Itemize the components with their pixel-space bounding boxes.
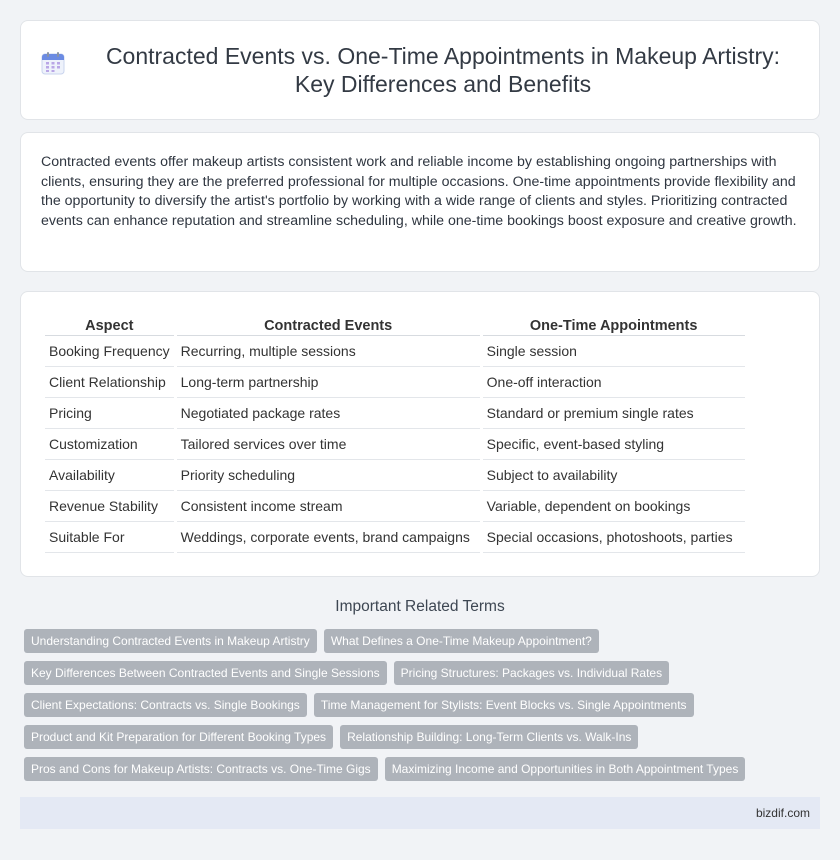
related-term-tag[interactable]: Product and Kit Preparation for Different Booking Types <box>24 725 333 749</box>
table-row <box>45 429 745 460</box>
comparison-table <box>42 314 748 553</box>
comparison-table-card <box>20 291 820 577</box>
footer-bar <box>20 797 820 829</box>
related-term-tag[interactable]: Relationship Building: Long-Term Clients vs. Walk-Ins <box>340 725 638 749</box>
related-term-tag[interactable]: What Defines a One-Time Makeup Appointment? <box>324 629 599 653</box>
table-cell: Suitable For <box>45 522 174 553</box>
related-terms-list <box>24 629 804 781</box>
related-term-tag[interactable]: Maximizing Income and Opportunities in Both Appointment Types <box>385 757 746 781</box>
table-cell: Revenue Stability <box>45 491 174 522</box>
table-cell: Variable, dependent on bookings <box>483 491 745 522</box>
table-header-row <box>45 314 745 336</box>
calendar-icon <box>41 51 65 75</box>
table-cell: Long-term partnership <box>177 367 480 398</box>
table-row <box>45 367 745 398</box>
table-cell: Customization <box>45 429 174 460</box>
column-header-contracted: Contracted Events <box>177 314 480 336</box>
table-cell: Single session <box>483 336 745 367</box>
table-cell: Priority scheduling <box>177 460 480 491</box>
table-row <box>45 336 745 367</box>
intro-paragraph: Contracted events offer makeup artists consistent work and reliable income by establishing ongoing partnerships with clients, ensuring they are the preferred professional for multiple occasions. One-time appointments provide flexibility and the opportunity to diversify the artist's portfolio by working with a wide range of clients and styles. Prioritizing contracted events can enhance reputation and streamline scheduling, while one-time bookings boost exposure and creative growth. <box>41 154 797 229</box>
table-cell: Booking Frequency <box>45 336 174 367</box>
table-cell: Pricing <box>45 398 174 429</box>
header-card <box>20 20 820 120</box>
column-header-one-time: One-Time Appointments <box>483 314 745 336</box>
table-cell: Client Relationship <box>45 367 174 398</box>
table-cell: Negotiated package rates <box>177 398 480 429</box>
table-cell: Availability <box>45 460 174 491</box>
table-cell: Tailored services over time <box>177 429 480 460</box>
related-term-tag[interactable]: Client Expectations: Contracts vs. Single Bookings <box>24 693 307 717</box>
table-cell: Weddings, corporate events, brand campaigns <box>177 522 480 553</box>
column-header-aspect: Aspect <box>45 314 174 336</box>
table-cell: Subject to availability <box>483 460 745 491</box>
table-cell: Recurring, multiple sessions <box>177 336 480 367</box>
footer-brand-link[interactable]: bizdif.com <box>755 806 810 820</box>
related-term-tag[interactable]: Key Differences Between Contracted Events and Single Sessions <box>24 661 387 685</box>
related-term-tag[interactable]: Pricing Structures: Packages vs. Individual Rates <box>394 661 669 685</box>
table-row <box>45 460 745 491</box>
page-title: Contracted Events vs. One-Time Appointments in Makeup Artistry: Key Differences and Benefits <box>105 43 781 97</box>
table-row <box>45 491 745 522</box>
table-cell: Special occasions, photoshoots, parties <box>483 522 745 553</box>
table-row <box>45 522 745 553</box>
table-cell: Consistent income stream <box>177 491 480 522</box>
related-term-tag[interactable]: Understanding Contracted Events in Makeup Artistry <box>24 629 317 653</box>
table-row <box>45 398 745 429</box>
table-cell: Standard or premium single rates <box>483 398 745 429</box>
intro-card <box>20 132 820 272</box>
related-term-tag[interactable]: Pros and Cons for Makeup Artists: Contracts vs. One-Time Gigs <box>24 757 378 781</box>
table-cell: Specific, event-based styling <box>483 429 745 460</box>
related-term-tag[interactable]: Time Management for Stylists: Event Blocks vs. Single Appointments <box>314 693 694 717</box>
related-terms-title: Important Related Terms <box>335 598 505 615</box>
table-cell: One-off interaction <box>483 367 745 398</box>
